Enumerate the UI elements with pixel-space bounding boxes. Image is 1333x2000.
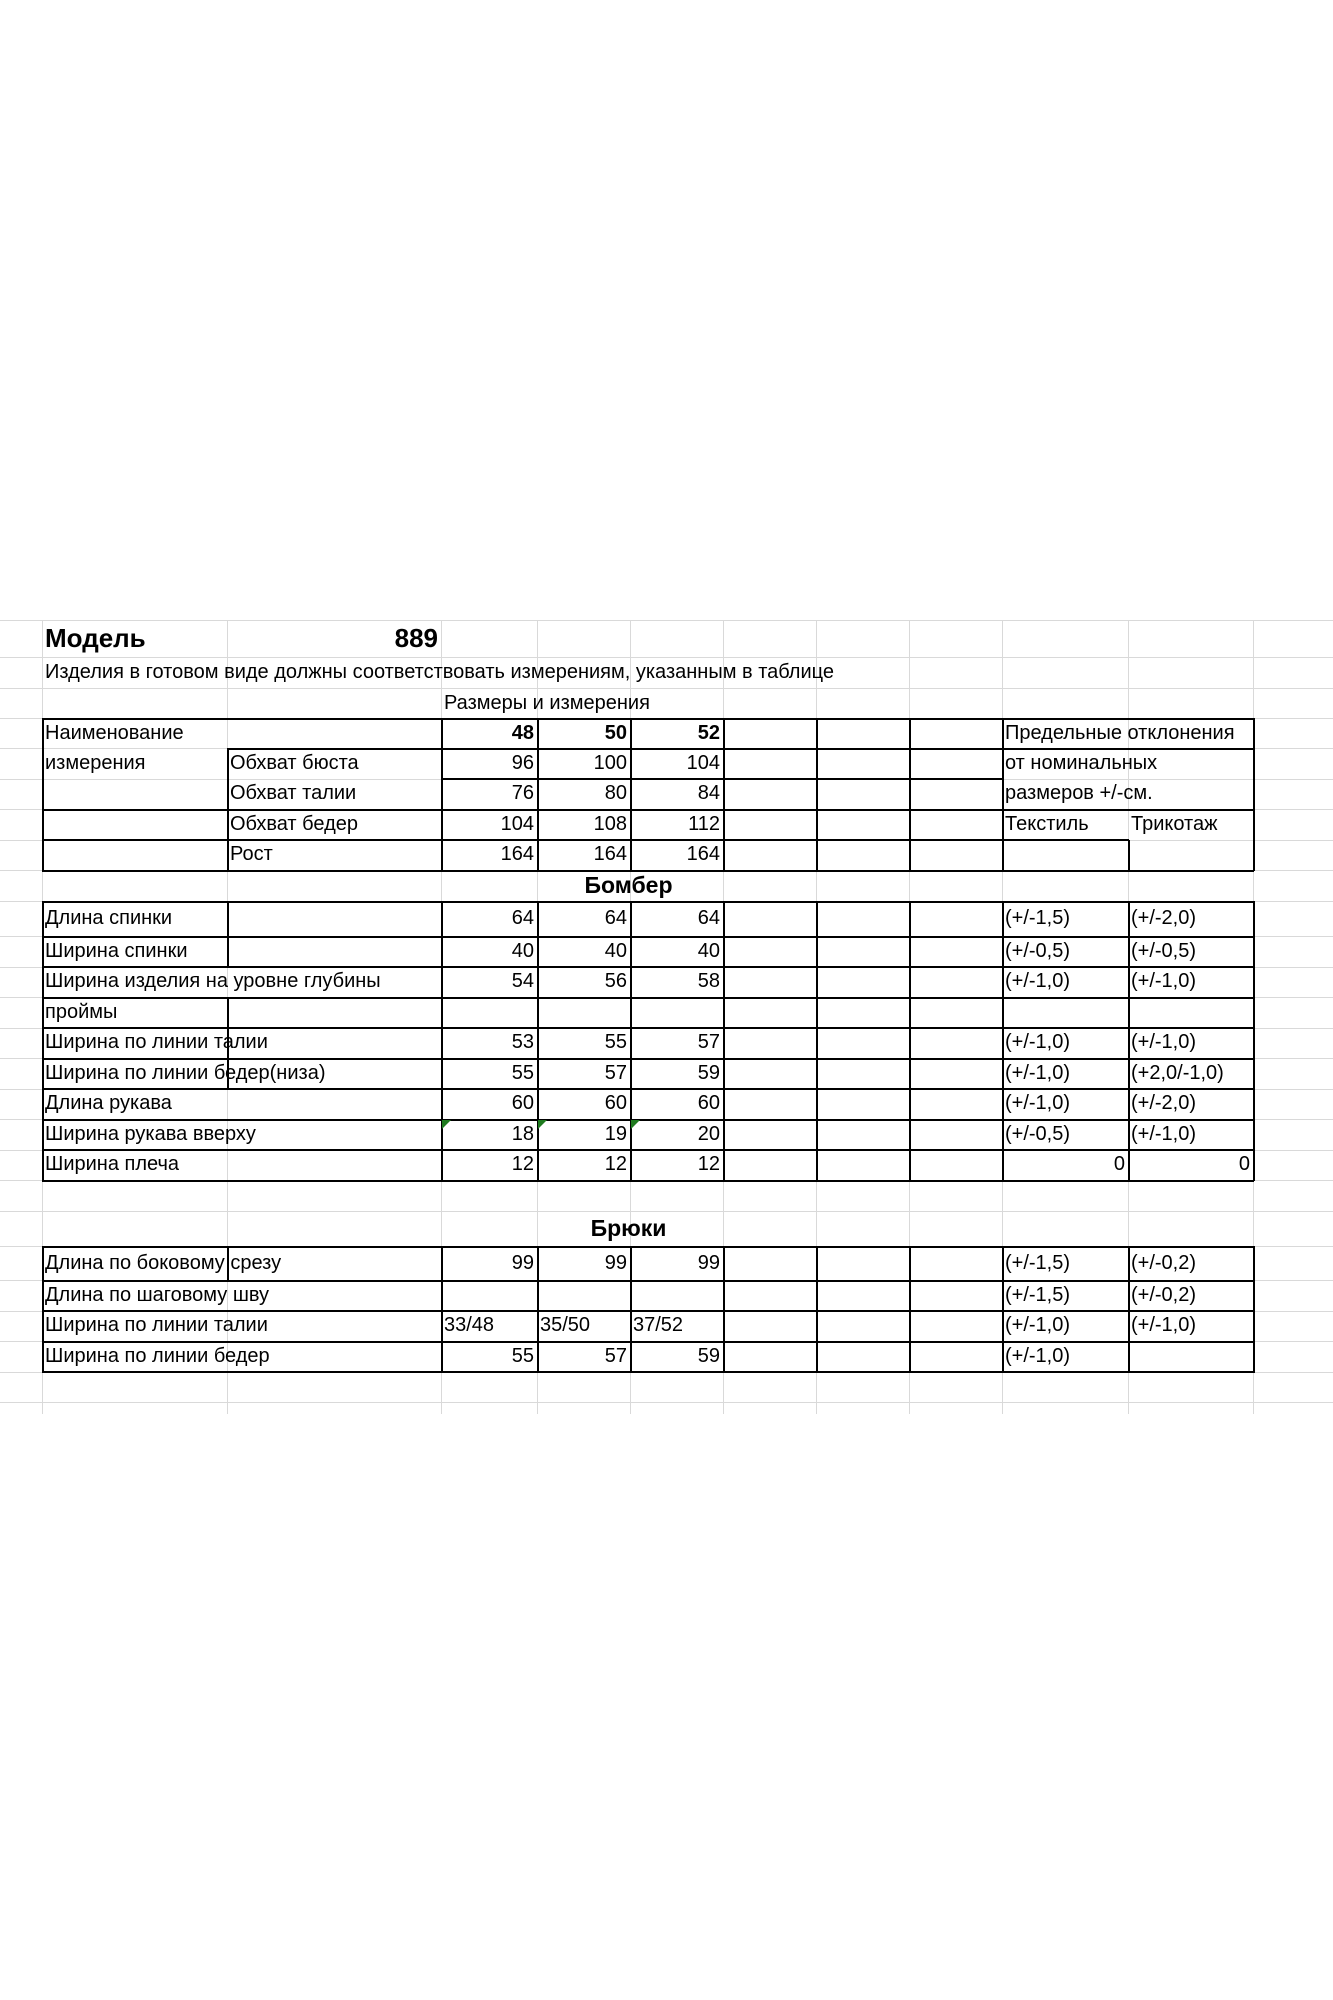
body-measure-value: 164 — [500, 843, 534, 866]
tolerance-textile: (+/-1,0) — [1005, 1344, 1071, 1367]
tolerance-knit — [1128, 997, 1253, 1028]
body-measure-value: 84 — [697, 782, 720, 805]
tolerance-textile: (+/-1,5) — [1005, 1283, 1071, 1306]
table-row-label: проймы — [45, 1000, 118, 1023]
table-row-value: 57 — [604, 1061, 627, 1084]
tolerance-knit: (+2,0/-1,0) — [1131, 1061, 1224, 1084]
size-header: 48 — [511, 721, 534, 744]
body-measure-value: 104 — [686, 752, 720, 775]
tolerance-knit: (+/-1,0) — [1131, 1314, 1197, 1337]
tolerance-textile: (+/-1,0) — [1005, 1061, 1071, 1084]
tolerance-line2: от номинальных — [1005, 752, 1158, 775]
table-row-value — [441, 997, 537, 1028]
table-row-value: 19 — [604, 1122, 627, 1145]
table-row-value: 20 — [697, 1122, 720, 1145]
table-row-value: 55 — [604, 1031, 627, 1054]
body-measure-value: 164 — [686, 843, 720, 866]
body-measure-value: 108 — [593, 812, 627, 835]
tolerance-textile — [1002, 997, 1128, 1028]
table-row-value: 55 — [511, 1061, 534, 1084]
table-row-value — [537, 1280, 630, 1311]
body-measure-value: 164 — [593, 843, 627, 866]
body-measure-value: 96 — [511, 752, 534, 775]
table-border — [816, 1246, 818, 1373]
tolerance-textile: (+/-1,5) — [1005, 1251, 1071, 1274]
section-title: Брюки — [590, 1214, 667, 1241]
tolerance-textile: (+/-1,0) — [1005, 970, 1071, 993]
body-measure-label: Обхват бедер — [230, 812, 358, 835]
table-border — [816, 901, 818, 1181]
table-row-value: 54 — [511, 970, 534, 993]
col-knit-header: Трикотаж — [1131, 812, 1218, 835]
body-measure-value: 76 — [511, 782, 534, 805]
table-row-value: 99 — [697, 1251, 720, 1274]
col-textile-header: Текстиль — [1005, 812, 1089, 835]
table-row-value: 60 — [697, 1092, 720, 1115]
table-row-value: 40 — [697, 939, 720, 962]
tolerance-knit: (+/-0,2) — [1131, 1251, 1197, 1274]
table-row-value: 60 — [604, 1092, 627, 1115]
table-row-value: 33/48 — [444, 1314, 495, 1337]
body-measure-label: Рост — [230, 843, 273, 866]
body-measure-value: 104 — [500, 812, 534, 835]
cell-error-indicator — [442, 1120, 451, 1129]
tolerance-knit: (+/-1,0) — [1131, 1122, 1197, 1145]
size-header: 50 — [604, 721, 627, 744]
table-row-value: 59 — [697, 1061, 720, 1084]
table-row-label: Ширина по линии бедер(низа) — [45, 1061, 326, 1084]
table-row-value: 55 — [511, 1344, 534, 1367]
table-row-label: Длина по боковому срезу — [45, 1251, 282, 1274]
table-row-value: 58 — [697, 970, 720, 993]
table-row-label: Ширина изделия на уровне глубины — [45, 970, 381, 993]
table-row-value: 57 — [604, 1344, 627, 1367]
header-name-line2: измерения — [45, 752, 146, 775]
table-row-value: 99 — [604, 1251, 627, 1274]
table-row-label: Длина спинки — [45, 907, 173, 929]
tolerance-knit: (+/-0,5) — [1131, 939, 1197, 962]
table-row-value — [630, 997, 723, 1028]
tolerance-textile: (+/-0,5) — [1005, 939, 1071, 962]
table-row-value: 40 — [511, 939, 534, 962]
tolerance-textile: (+/-1,0) — [1005, 1092, 1071, 1115]
table-row-value: 99 — [511, 1251, 534, 1274]
tolerance-knit: (+/-0,2) — [1131, 1283, 1197, 1306]
tolerance-knit — [1128, 1341, 1253, 1372]
table-row-value: 12 — [604, 1153, 627, 1176]
grid-row-line — [0, 1402, 1333, 1403]
table-row-label: Ширина спинки — [45, 939, 188, 962]
header-name-line1: Наименование — [45, 721, 184, 744]
tolerance-knit: (+/-1,0) — [1131, 970, 1197, 993]
tolerance-textile: (+/-1,5) — [1005, 907, 1071, 929]
table-row-value — [630, 1280, 723, 1311]
table-row-label: Ширина по линии талии — [45, 1314, 268, 1337]
table-row-label: Длина рукава — [45, 1092, 172, 1115]
table-row-value: 64 — [604, 907, 627, 929]
table-row-label: Ширина по линии бедер — [45, 1344, 270, 1367]
tolerance-knit: (+/-2,0) — [1131, 1092, 1197, 1115]
body-measure-value: 80 — [604, 782, 627, 805]
table-row-value: 64 — [697, 907, 720, 929]
table-row-value: 64 — [511, 907, 534, 929]
table-row-label: Ширина плеча — [45, 1153, 180, 1176]
table-row-value: 53 — [511, 1031, 534, 1054]
body-measure-label: Обхват бюста — [230, 752, 359, 775]
tolerance-knit: (+/-2,0) — [1131, 907, 1197, 929]
table-row-value — [441, 1280, 537, 1311]
model-number: 889 — [394, 623, 438, 653]
table-row-value — [537, 997, 630, 1028]
table-title: Размеры и измерения — [444, 691, 650, 714]
body-measure-label: Обхват талии — [230, 782, 357, 805]
cell-error-indicator — [631, 1120, 640, 1129]
table-row-label: Ширина рукава вверху — [45, 1122, 256, 1145]
table-border — [909, 718, 911, 871]
model-label: Модель — [45, 623, 146, 653]
tolerance-textile: (+/-1,0) — [1005, 1031, 1071, 1054]
size-header: 52 — [697, 721, 720, 744]
table-row-value: 57 — [697, 1031, 720, 1054]
tolerance-textile: 0 — [1113, 1153, 1125, 1176]
table-row-label: Длина по шаговому шву — [45, 1283, 270, 1306]
table-border — [909, 901, 911, 1181]
table-row-value: 56 — [604, 970, 627, 993]
body-measure-value: 100 — [593, 752, 627, 775]
tolerance-textile: (+/-1,0) — [1005, 1314, 1071, 1337]
cell-error-indicator — [538, 1120, 547, 1129]
table-row-label: Ширина по линии талии — [45, 1031, 268, 1054]
table-row-value: 37/52 — [633, 1314, 684, 1337]
tolerance-line3: размеров +/-см. — [1005, 782, 1153, 805]
table-border — [1128, 840, 1130, 871]
section-title: Бомбер — [584, 872, 673, 898]
table-row-value: 12 — [697, 1153, 720, 1176]
tolerance-textile: (+/-0,5) — [1005, 1122, 1071, 1145]
table-row-value: 59 — [697, 1344, 720, 1367]
table-row-value: 60 — [511, 1092, 534, 1115]
tolerance-line1: Предельные отклонения — [1005, 721, 1235, 744]
note-text: Изделия в готовом виде должны соответствовать измерениям, указанным в таблице — [45, 661, 835, 683]
table-row-value: 12 — [511, 1153, 534, 1176]
tolerance-knit: (+/-1,0) — [1131, 1031, 1197, 1054]
table-border — [816, 718, 818, 871]
table-row-value: 40 — [604, 939, 627, 962]
table-row-value: 18 — [511, 1122, 534, 1145]
table-row-value: 35/50 — [540, 1314, 591, 1337]
table-border — [909, 1246, 911, 1373]
body-measure-value: 112 — [688, 812, 720, 835]
tolerance-knit: 0 — [1238, 1153, 1250, 1176]
